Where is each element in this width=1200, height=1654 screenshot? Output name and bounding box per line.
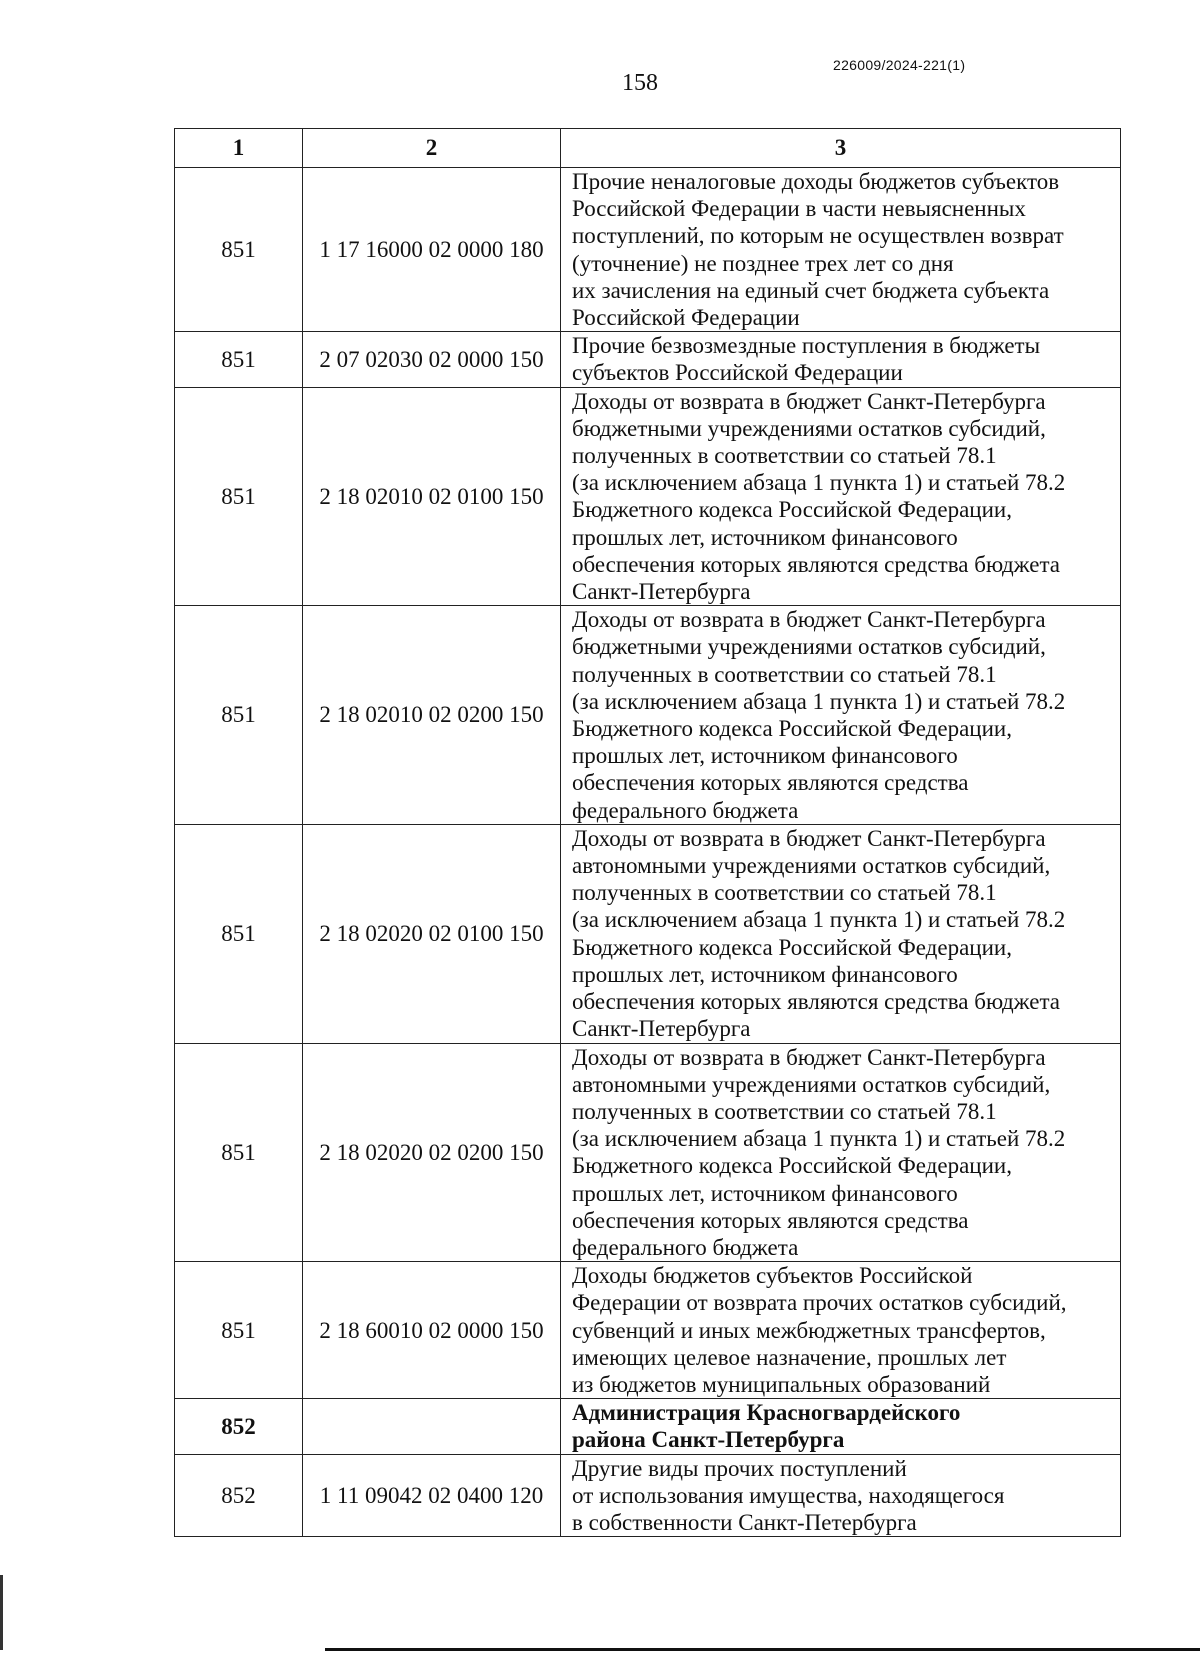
description-line: Санкт-Петербурга: [572, 579, 751, 605]
income-code-cell: 2 18 02010 02 0100 150: [303, 387, 561, 606]
table-body: [175, 168, 1121, 1537]
description-line: Доходы бюджетов субъектов Российской: [572, 1263, 973, 1289]
description-cell: [561, 606, 1121, 825]
income-code-cell: 2 18 60010 02 0000 150: [303, 1262, 561, 1399]
income-code-cell: 2 07 02030 02 0000 150: [303, 332, 561, 387]
description-line: Бюджетного кодекса Российской Федерации,: [572, 716, 1012, 742]
income-code-cell: 2 18 02010 02 0200 150: [303, 606, 561, 825]
description-line: из бюджетов муниципальных образований: [572, 1371, 991, 1397]
scan-bottom-line: [325, 1648, 1200, 1651]
description-cell: [561, 332, 1121, 387]
admin-code-cell: 852: [175, 1399, 303, 1454]
table-row: [175, 1043, 1121, 1262]
description-line: Санкт-Петербурга: [572, 1016, 751, 1042]
table-row: [175, 606, 1121, 825]
description-line: Российской Федерации в части невыясненных: [572, 196, 1026, 222]
description-line: (за исключением абзаца 1 пункта 1) и статьей 78.2: [572, 688, 1066, 714]
description-line: Федерации от возврата прочих остатков субсидий,: [572, 1290, 1067, 1316]
admin-code-cell: 851: [175, 824, 303, 1043]
description-line: Бюджетного кодекса Российской Федерации,: [572, 497, 1012, 523]
description-line: поступлений, по которым не осуществлен возврат: [572, 223, 1064, 249]
description-line: обеспечения которых являются средства бюджета: [572, 989, 1060, 1015]
description-line: Другие виды прочих поступлений: [572, 1455, 907, 1481]
description-line: Доходы от возврата в бюджет Санкт-Петербурга: [572, 607, 1046, 633]
table-row: [175, 332, 1121, 387]
description-line: обеспечения которых являются средства: [572, 770, 969, 796]
description-line: Прочие неналоговые доходы бюджетов субъектов: [572, 169, 1060, 194]
income-code-cell: 1 11 09042 02 0400 120: [303, 1454, 561, 1537]
description-line: прошлых лет, источником финансового: [572, 743, 958, 769]
description-cell: [561, 387, 1121, 606]
description-line: Доходы от возврата в бюджет Санкт-Петербурга: [572, 388, 1046, 414]
admin-code-cell: 852: [175, 1454, 303, 1537]
description-line: полученных в соответствии со статьей 78.1: [572, 1098, 997, 1124]
description-line: их зачисления на единый счет бюджета субъекта: [572, 277, 1050, 303]
description-cell: [561, 824, 1121, 1043]
description-line: в собственности Санкт-Петербурга: [572, 1509, 917, 1535]
description-line: Прочие безвозмездные поступления в бюджеты: [572, 333, 1041, 359]
description-line: обеспечения которых являются средства бюджета: [572, 551, 1060, 577]
income-code-cell: 2 18 02020 02 0200 150: [303, 1043, 561, 1262]
income-code-cell: 1 17 16000 02 0000 180: [303, 168, 561, 332]
description-line: полученных в соответствии со статьей 78.1: [572, 661, 997, 687]
description-line: (за исключением абзаца 1 пункта 1) и статьей 78.2: [572, 470, 1066, 496]
description-line: прошлых лет, источником финансового: [572, 1180, 958, 1206]
description-line: Российской Федерации: [572, 305, 800, 331]
table-row: [175, 824, 1121, 1043]
page-number: 158: [622, 70, 658, 96]
description-cell: [561, 1262, 1121, 1399]
description-line: федерального бюджета: [572, 1234, 799, 1260]
admin-code-cell: 851: [175, 606, 303, 825]
admin-code-cell: 851: [175, 168, 303, 332]
description-cell: [561, 1043, 1121, 1262]
admin-code-cell: 851: [175, 332, 303, 387]
description-line: обеспечения которых являются средства: [572, 1207, 969, 1233]
description-cell: [561, 1399, 1121, 1454]
table-row: [175, 1262, 1121, 1399]
description-line: субвенций и иных межбюджетных трансфертов,: [572, 1317, 1046, 1343]
description-line: субъектов Российской Федерации: [572, 360, 903, 386]
admin-code-cell: 851: [175, 387, 303, 606]
description-line: прошлых лет, источником финансового: [572, 524, 958, 550]
description-line: автономными учреждениями остатков субсидий,: [572, 853, 1051, 879]
description-line: полученных в соответствии со статьей 78.1: [572, 443, 997, 469]
budget-codes-table: [174, 128, 1121, 1537]
description-line: полученных в соответствии со статьей 78.1: [572, 880, 997, 906]
description-line: (за исключением абзаца 1 пункта 1) и статьей 78.2: [572, 907, 1066, 933]
description-line: Администрация Красногвардейского: [572, 1400, 961, 1426]
table-header-row: [175, 129, 1121, 168]
table-row: [175, 168, 1121, 332]
description-line: автономными учреждениями остатков субсидий,: [572, 1071, 1051, 1097]
table-row: [175, 1399, 1121, 1454]
description-line: Бюджетного кодекса Российской Федерации,: [572, 934, 1012, 960]
table-row: [175, 387, 1121, 606]
description-line: (за исключением абзаца 1 пункта 1) и статьей 78.2: [572, 1126, 1066, 1152]
column-header-2: 2: [303, 129, 561, 168]
description-line: Доходы от возврата в бюджет Санкт-Петербурга: [572, 825, 1046, 851]
description-line: прошлых лет, источником финансового: [572, 961, 958, 987]
column-header-3: 3: [561, 129, 1121, 168]
description-line: бюджетными учреждениями остатков субсидий,: [572, 634, 1046, 660]
description-cell: [561, 1454, 1121, 1537]
description-line: имеющих целевое назначение, прошлых лет: [572, 1344, 1007, 1370]
description-line: федерального бюджета: [572, 797, 799, 823]
description-line: (уточнение) не позднее трех лет со дня: [572, 250, 954, 276]
admin-code-cell: 851: [175, 1262, 303, 1399]
description-line: Бюджетного кодекса Российской Федерации,: [572, 1153, 1012, 1179]
document-id: 226009/2024-221(1): [833, 57, 966, 73]
description-line: от использования имущества, находящегося: [572, 1482, 1005, 1508]
income-code-cell: 2 18 02020 02 0100 150: [303, 824, 561, 1043]
description-line: района Санкт-Петербурга: [572, 1427, 845, 1453]
description-line: Доходы от возврата в бюджет Санкт-Петербурга: [572, 1044, 1046, 1070]
table-row: [175, 1454, 1121, 1537]
income-code-cell: [303, 1399, 561, 1454]
description-line: бюджетными учреждениями остатков субсидий,: [572, 415, 1046, 441]
admin-code-cell: 851: [175, 1043, 303, 1262]
scan-edge-mark: [0, 1575, 3, 1650]
description-cell: [561, 168, 1121, 332]
column-header-1: 1: [175, 129, 303, 168]
